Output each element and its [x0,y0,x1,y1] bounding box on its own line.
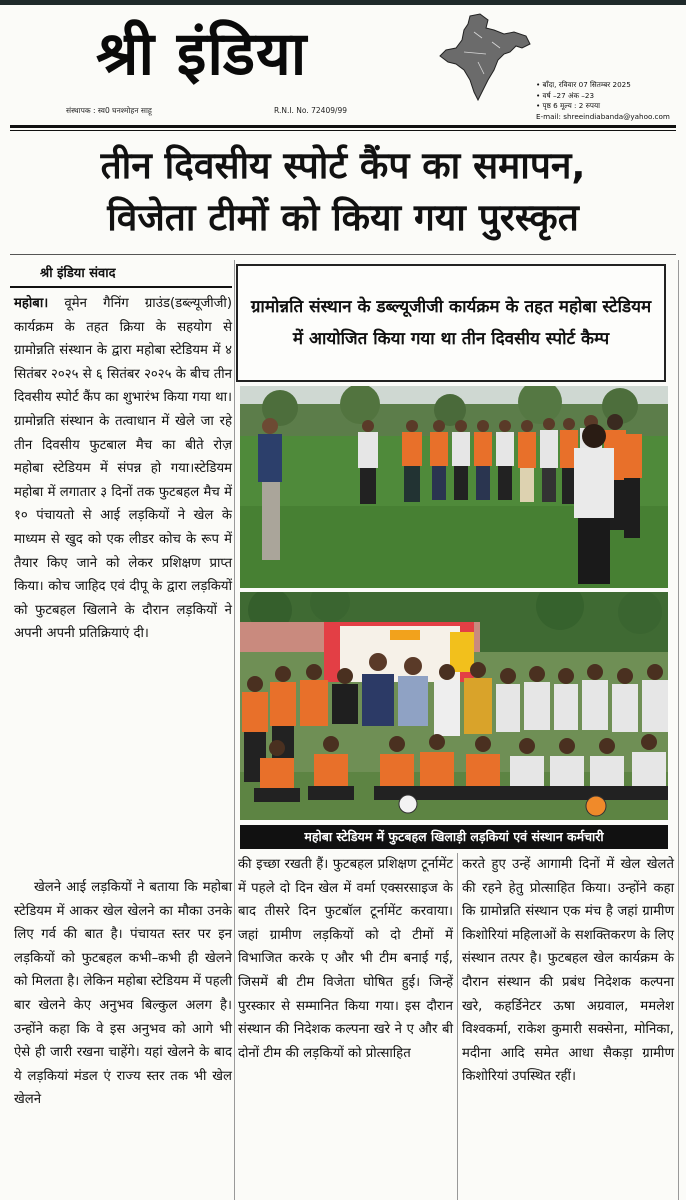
photo-team-group [240,592,668,820]
headline [0,140,686,244]
article-column-2: की इच्छा रखती हैं। फुटबहल प्रशिक्षण टूर्नामेंट में पहले दो दिन खेल में वर्मा एक्सरसाइज के बाद तीसरे दिन फुटबॉल टूर्नामेंट करवाया। जहां ग्रामीण लड़कियों को दो टीमों में विभाजित करके ए और भी टीम बनाई गई, जिसमें बी टीम विजेता घोषित हुई। जिन्हें पुरस्कार से सम्मानित किया गया। इस दौरान संस्थान की निदेशक कल्पना खरे ने ए और बी दोनों टीम की लड़कियों को प्रोत्साहित [238,857,453,1061]
subheadline: ग्रामोन्नति संस्थान के डब्ल्यूजीजी कार्यक्रम के तहत महोबा स्टेडियम में आयोजित किया गया था तीन दिवसीय स्पोर्ट कैम्प [250,297,652,349]
rni-number: R.N.I. No. 72409/99 [274,106,348,115]
photo-caption: महोबा स्टेडियम में फुटबहल खिलाड़ी लड़कियां एवं संस्थान कर्मचारी [240,825,668,849]
football-icon [399,795,417,813]
article-paragraph-2: खेलने आई लड़कियों ने बताया कि महोबा स्टेडियम में आकर खेल खेलने का मौका उनके लिए गर्व की बात है। पंचायत स्तर पर इन लड़कियों को फुटबहल कभी–कभी ही खेलने को मिलता है। लेकिन महोबा स्टेडियम में पहली बार खेलने केए अनुभव बिल्कुल अलग है। उन्होंने कहा कि वे इस अनुभव को आगे भी ऐसे ही जारी रखना चाहेंगे। यहां खेलने के बाद ये लड़कियां मंडल एं राज्य स्तर तक भी खेल खेलने [14,880,232,1108]
column-divider-3 [678,260,679,1200]
top-band [0,0,686,5]
article-column-1a [14,292,232,646]
masthead-rule [10,125,676,128]
column-divider-2 [457,853,458,1200]
dateline: महोबा। [14,296,49,311]
headline-line-2: विजेता टीमों को किया गया पुरस्कृत [107,196,579,239]
column-divider-1 [234,260,235,1200]
byline: श्री इंडिया संवाद [40,266,116,281]
article-column-3: करते हुए उन्हें आगामी दिनों में खेल खेलते की रहने हेतु प्रोत्साहित किया। उन्होंने कहा कि ग्रामोन्नति संस्थान एक मंच है जहां ग्रामीण किशोरियां महिलाओं के सशक्तिकरण के लिए संस्थान तत्पर है। फुटबहल खेल कार्यक्रम के दौरान संस्थान की प्रबंध निदेशक कल्पना खरे, कहर्डिनेटर ऊषा अग्रवाल, ममलेश विश्वकर्मा, राकेश कुमारी सक्सेना, मोनिका, मदीना आदि समेत आधा सैकड़ा ग्रामीण किशोरियां उपस्थित रहीं। [462,857,674,1085]
founder-line: संस्थापक : स्व0 घनश्मोहन साहू [66,106,152,115]
issue-pages-price: • पृष्ठ 6 मूल्य : 2 रुपया [536,101,600,110]
headline-rule [10,254,676,255]
issue-volume: • वर्ष –27 अंक –23 [536,90,595,100]
football-icon-orange [586,796,606,816]
article-paragraph-1: वूमेन गैनिंग ग्राउंड(डब्ल्यूजीजी) कार्यक्रम के तहत क्रिया के सहयोग से ग्रामोन्नति संस्थान के द्वारा महोबा स्टेडियम में ४ सितंबर २०२५ से ६ सितंबर २०२५ के बीच तीन दिवसीय स्पोर्ट कैंप का शुभारंभ किया गया था। ग्रामोन्नति संस्थान के तत्वाधान में खेले जा रहे तीन दिवसीय फुटबाल मैच का बीते रोज़ महोबा स्टेडियम में संपन्न हो गया।स्टेडियम महोबा में लगातार ३ दिनों तक फुटबहल मैच में १० पंचायतो से आई लड़कियों ने खेल के माध्यम से खुद को एक लीडर कोच के रूप में तैयार किए जाने को लेकर प्रशिक्षण प्राप्त किया। कोच जाहिद एवं दीपू के द्वारा लड़कियों को फुटबहल खिलाने के दौरान लड़कियों ने अपनी अपनी प्रतिक्रियाएं दी। [14,296,232,642]
issue-email: E-mail: shreeindiabanda@yahoo.com [536,111,670,121]
newspaper-logo: श्री इंडिया [96,19,308,89]
india-map-icon [434,12,534,104]
photo-football-training [240,386,668,588]
subheadline-box [236,264,666,382]
issue-info [536,80,682,122]
issue-date: • बाँदा, रविवार 07 सितम्बर 2025 [536,80,631,89]
byline-rule [10,286,232,288]
masthead-rule-thin [10,130,676,131]
headline-line-1: तीन दिवसीय स्पोर्ट कैंप का समापन, [100,144,586,187]
